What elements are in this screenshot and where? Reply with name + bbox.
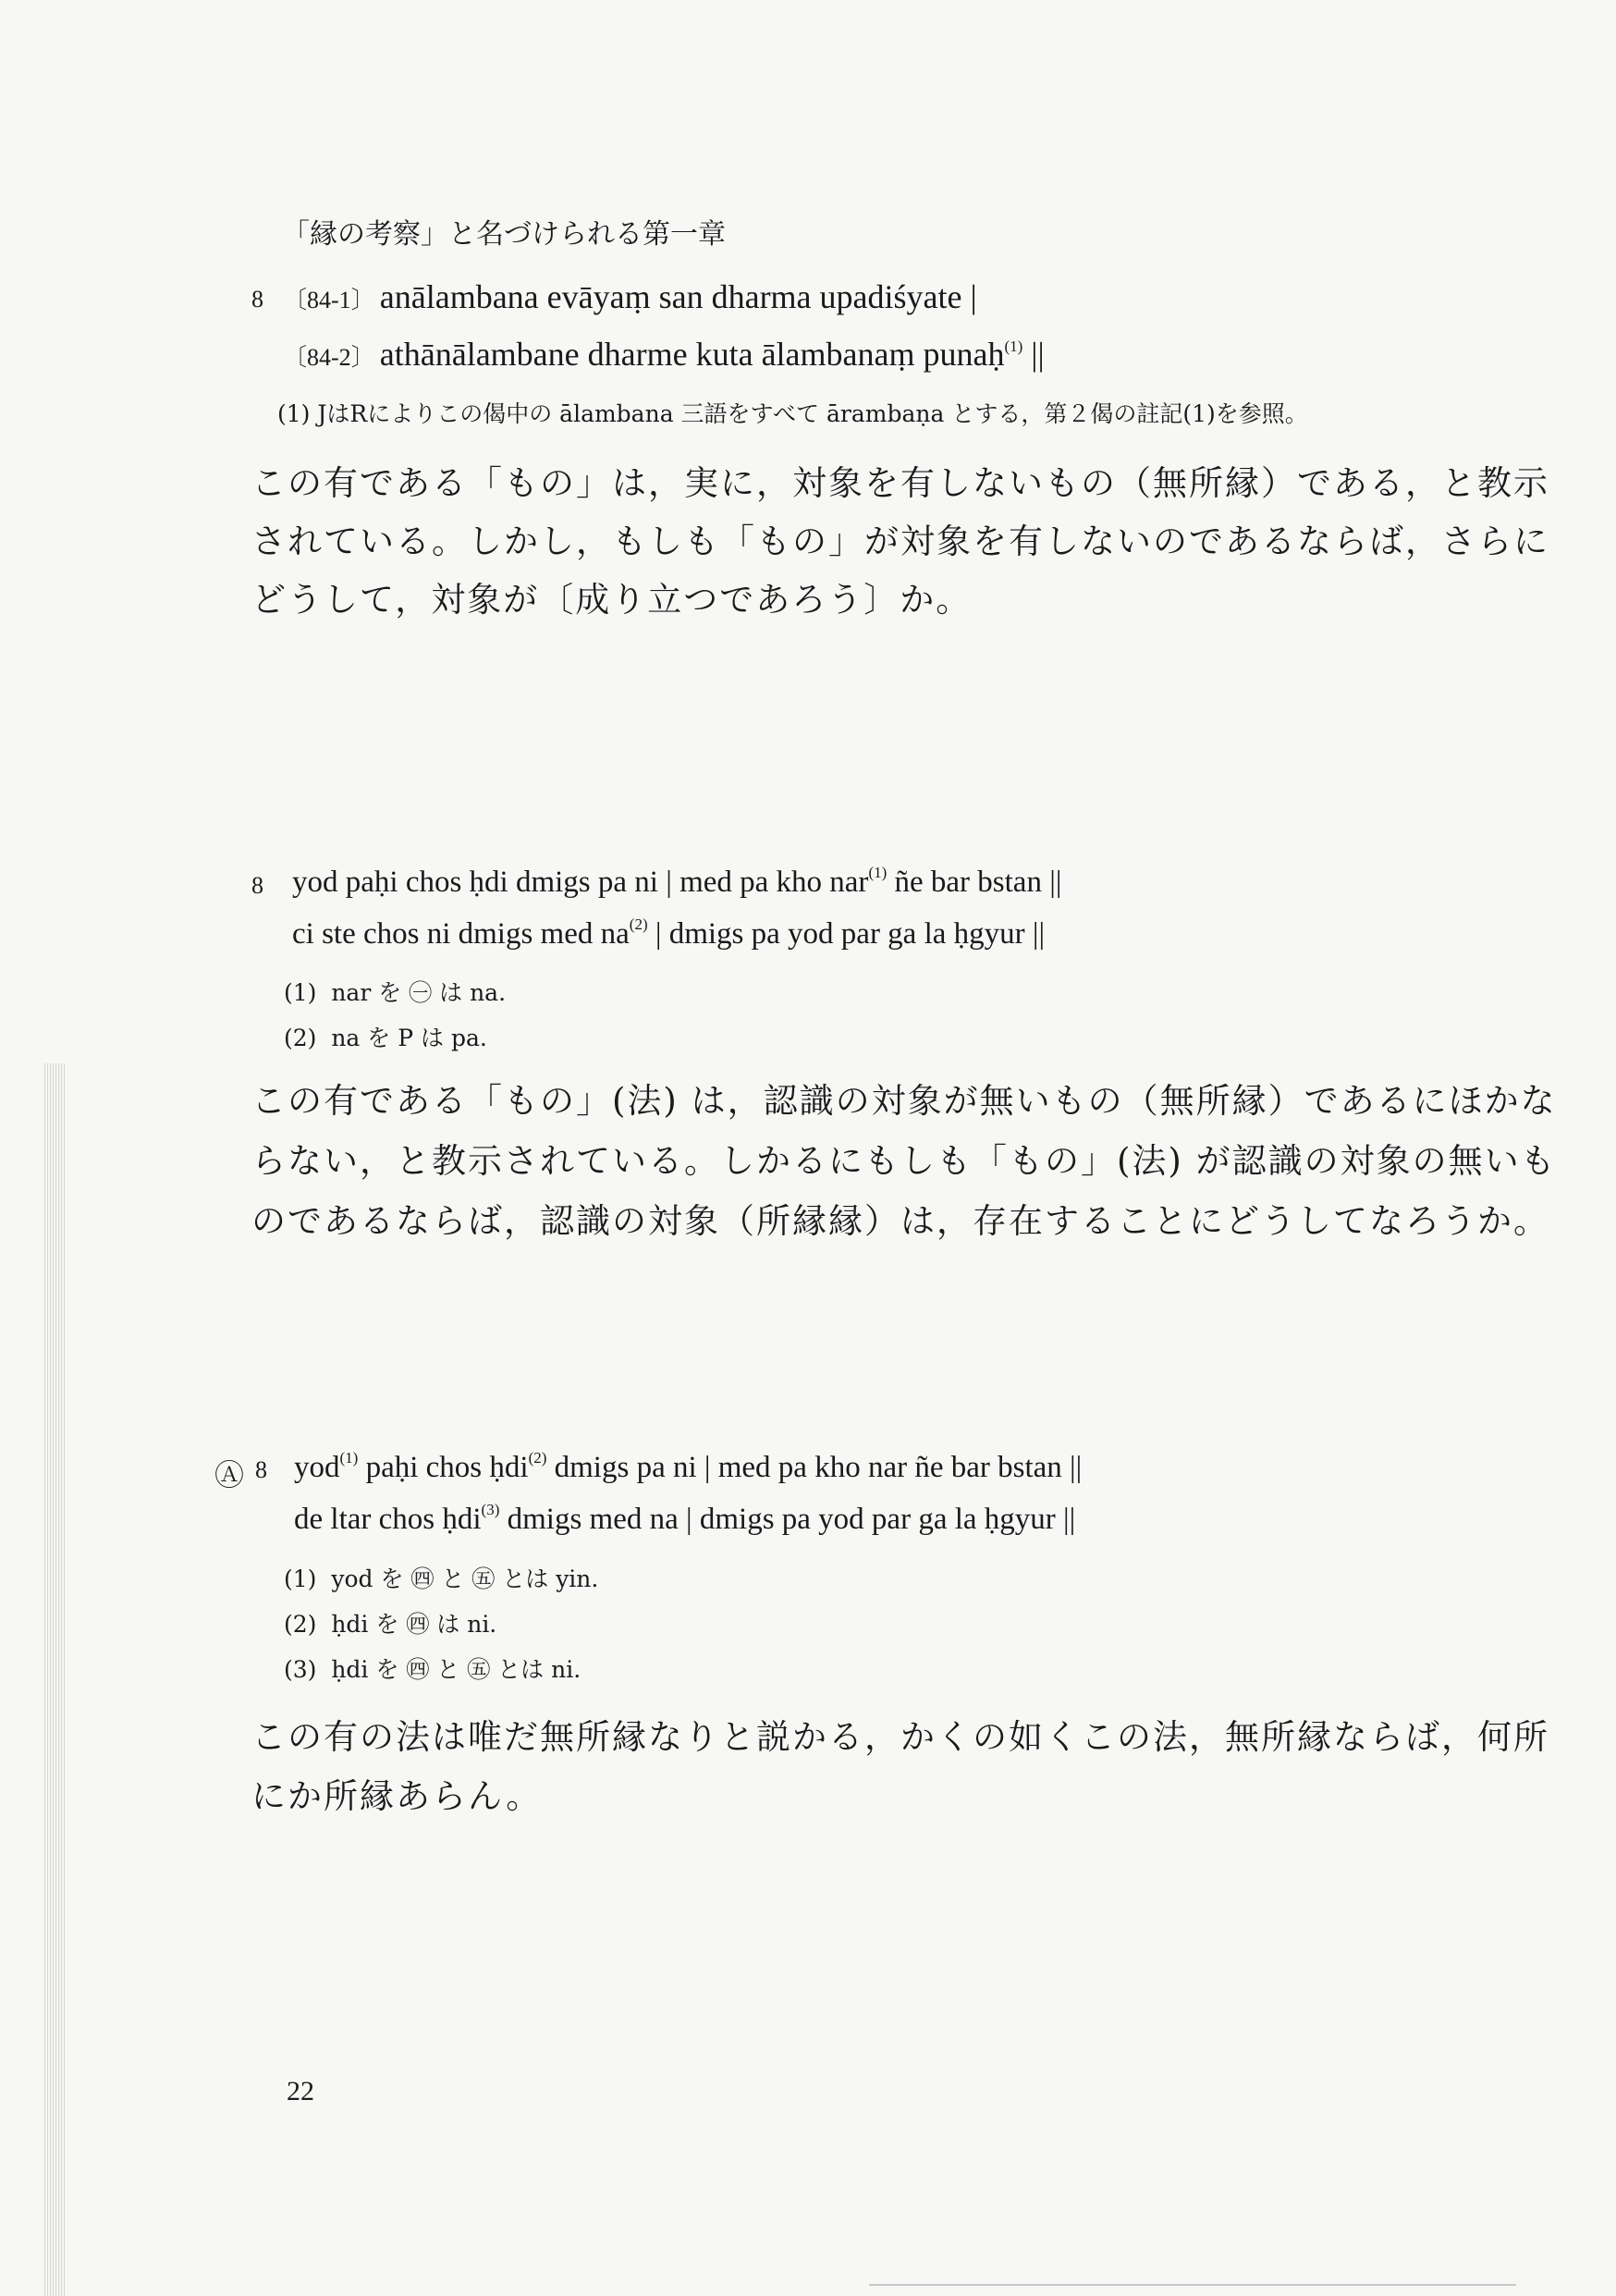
sanskrit-translation-line-3: どうして，対象が〔成り立つであろう〕か。 (251, 580, 973, 620)
verse-number-tibetan: 8 (251, 872, 263, 899)
tibetan-translation-line-2: らない，と教示されている。しかるにもしも「もの」(法) が認識の対象の無いも (251, 1141, 1557, 1181)
footnote-marker: (3) (481, 1501, 500, 1518)
chinese-tibetan-line-1: yod$^{(1)}$ paḥi chos ḥdi$^{(2)}$ dmigs pa ni | med pa kho nar ñe bar bstan || (294, 1449, 1083, 1484)
binding-edge (44, 1063, 65, 2296)
verse-ref-84-1: 〔84-1〕 (283, 287, 375, 313)
chinese-tibetan-line-2: de ltar chos ḥdi$^{(3)}$ dmigs med na | dmigs pa yod par ga la ḥgyur || (294, 1501, 1076, 1536)
chapter-header: 「縁の考察」と名づけられる第一章 (282, 218, 726, 251)
sanskrit-translation-line-2: されている。しかし，もしも「もの」が対象を有しないのであるならば，さらに (251, 522, 1549, 561)
footnote-text: JはRによりこの偈中の ālambana 三語をすべて ārambaṇa とする，第２偈の註記(1)を参照。 (317, 400, 1308, 427)
footnote-number: (1) (277, 400, 311, 427)
chinese-note-1: (1) yod を ㊃ と ㊄ とは yin. (284, 1565, 599, 1592)
footnote-marker: (1) (339, 1449, 359, 1467)
sanskrit-line-1 (283, 277, 977, 316)
chinese-note-2: (2) ḥdi を ㊃ は ni. (284, 1611, 497, 1638)
sanskrit-footnote (277, 396, 1308, 429)
tibetan-line-2: ci ste chos ni dmigs med $na^{(2)}$ | dmigs pa yod par ga la ḥgyur || (292, 915, 1046, 951)
sanskrit-verse-line-2: athānālambane dharme kuta ālambanaṃ punaḥ$^{(1)}$ || (379, 336, 1045, 373)
footnote-marker: (2) (528, 1449, 547, 1467)
chinese-translation-line-1: この有の法は唯だ無所縁なりと説かる，かくの如くこの法，無所縁ならば，何所 (251, 1717, 1549, 1757)
sanskrit-line-2 (283, 335, 1045, 374)
tibetan-translation-line-1: この有である「もの」(法) は，認識の対象が無いもの（無所縁）であるにほかな (251, 1081, 1557, 1121)
sanskrit-verse-line-1: anālambana evāyaṃ san dharma upadiśyate | (379, 278, 977, 315)
footnote-marker: (1) (868, 864, 888, 881)
page-number: 22 (287, 2076, 314, 2106)
tibetan-translation-line-3: のであるならば，認識の対象（所縁縁）は，存在することにどうしてなろうか。 (251, 1201, 1549, 1241)
version-mark-a: Ⓐ (214, 1457, 245, 1492)
sanskrit-translation-line-1: この有である「もの」は，実に，対象を有しないもの（無所縁）である，と教示 (251, 463, 1549, 503)
chinese-note-3: (3) ḥdi を ㊃ と ㊄ とは ni. (284, 1656, 582, 1683)
verse-number-sanskrit: 8 (251, 286, 263, 313)
tibetan-note-1: (1) nar を ㊀ は na. (284, 979, 507, 1006)
verse-number-chinese: 8 (255, 1456, 267, 1483)
verse-ref-84-2: 〔84-2〕 (283, 344, 375, 371)
chinese-translation-line-2: にか所縁あらん。 (251, 1776, 543, 1816)
footnote-marker: (1) (1004, 338, 1023, 355)
tibetan-note-2: (2) na を P は pa. (284, 1025, 487, 1051)
scan-edge-line (869, 2284, 1516, 2286)
footnote-marker: (2) (629, 915, 648, 933)
tibetan-line-1: yod paḥi chos ḥdi dmigs pa ni | med pa kho nar$^{(1)}$ ñe bar bstan || (292, 864, 1062, 899)
